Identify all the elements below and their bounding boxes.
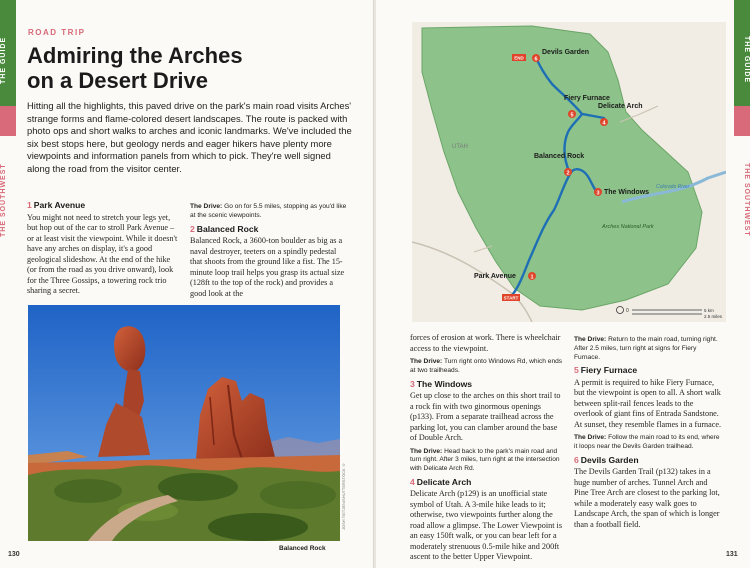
stop-2-number: 2 [190,223,195,234]
svg-text:1: 1 [530,274,534,281]
stop-1-name: Park Avenue [33,200,86,210]
drive-2-label: The Drive: [410,358,443,365]
tab-pink-block [0,106,16,136]
scale-zero: 0 [626,308,629,314]
photo-credit: JOSH TIETJEN/SHUTTERSTOCK © [341,462,346,530]
map-label-start: START [503,295,519,301]
svg-text:3: 3 [596,190,600,197]
balanced-rock-photo [28,305,340,541]
stop-6-heading [574,455,722,466]
drive-3-text: Head back to the park's main road and turn right. After 3 miles, turn right at the intersection with Delicate Arch Rd. [410,447,560,473]
stop-2-name: Balanced Rock [196,223,259,234]
map-label-end: END [514,55,524,61]
drive-4-label: The Drive: [574,336,607,343]
stops-3-4-column [410,333,564,567]
stop-6-number: 6 [574,454,579,465]
tab-label-guide-right: THE GUIDE [743,36,750,84]
section-kicker: ROAD TRIP [28,28,86,37]
stop-3-name: The Windows [416,378,473,389]
map-label-devils-garden: Devils Garden [542,49,590,56]
scale-miles: 2.5 miles [704,314,723,319]
page-number-right: 131 [726,551,738,558]
svg-text:6: 6 [534,56,538,63]
route-map-svg [412,22,726,322]
section-tab [0,0,16,568]
intro-paragraph: Hitting all the highlights, this paved drive on the park's main road visits Arches' strange forms and flame-colored desert landscapes. The route is packed with photo ops and short walks to arches and iconic landmarks. We've included the six best stops here, but geology nerds and eager hikers have plenty more viewpoints and information panels from which to pick. They're well signed along the road from the visitor center. [27,100,352,174]
map-label-delicate-arch: Delicate Arch [598,103,643,110]
map-label-windows: The Windows [604,189,650,196]
drive-5-label: The Drive: [574,434,607,442]
scale-km: 5 km [704,308,714,313]
tab-label-region-right: THE SOUTHWEST [743,163,750,237]
stop-1-text: You might not need to stretch your legs yet, but hop out of the car to stroll Park Avenue – or at least visit the viewpoint. While it doesn't have any arches on display, it's a good geological slideshow. At the end of the hike (or from the road as you drive onward), look for the Three Gossips, a towering rock trio sharing a secret. [27,212,178,295]
stops-5-6-column [574,333,722,534]
map-label-park-avenue: Park Avenue [474,273,516,280]
drive-1 [190,203,348,221]
stop-4-heading [410,477,564,488]
stop-3-text: Get up close to the arches on this short trail to a rock fin with two ginormous openings (p133). From a separate trailhead across the parking lot, you can clamber around the base of Double Arch. [410,391,561,443]
stop-2-column [190,200,348,303]
stop-3-number: 3 [410,378,415,389]
title-line-1: Admiring the Arches [27,43,243,68]
drive-4 [574,336,722,362]
svg-text:4: 4 [602,120,606,127]
drive-2-text: Turn right onto Windows Rd, which ends at two trailheads. [410,358,563,374]
svg-text:2: 2 [566,170,570,177]
stop-1-heading [27,200,179,211]
map-label-utah: UTAH [452,144,468,150]
map-label-park: Arches National Park [602,224,654,230]
map-label-balanced-rock: Balanced Rock [534,153,585,160]
stop-6-text: The Devils Garden Trail (p132) takes in a huge number of arches. Tunnel Arch and Pine Tree Arch are closest to the parking lot, while a moderately easy walk goes to Landscape Arch, the span of which is longer than a football field. [574,467,720,529]
map-label-fiery-furnace: Fiery Furnace [564,95,610,102]
stop-6-name: Devils Garden [580,454,639,465]
stop-2-text-continued: forces of erosion at work. There is wheelchair access to the viewpoint. [410,333,561,353]
map-label-river: Colorado River [656,184,690,190]
stop-4-number: 4 [410,476,415,487]
drive-5-text: Follow the main road to its end, where it loops near the Devils Garden trailhead. [574,434,720,451]
svg-text:5: 5 [570,112,574,119]
stop-1-number: 1 [27,200,32,210]
stop-5-heading [574,365,722,376]
stop-5-number: 5 [574,365,579,376]
drive-3 [410,448,564,474]
page-number-left: 130 [8,551,20,558]
drive-5 [574,434,722,452]
drive-1-label: The Drive: [190,203,223,210]
drive-1-text: Go on for 5.5 miles, stopping as you'd like at the scenic viewpoints. [190,203,347,219]
stop-4-text: Delicate Arch (p129) is an unofficial state symbol of Utah. A 3-mile hike leads to it; otherwise, two viewpoints further along the road allow a glimpse. The Lower Viewpoint is an easy 150ft walk, or you can bear left for a moderately strenuous 0.5-mile hike and 200ft ascent to the better Upper Viewpoint. [410,489,563,562]
tab-label-guide: THE GUIDE [0,36,7,84]
title-line-2: on a Desert Drive [27,68,208,93]
left-page [0,0,374,568]
stop-1-column [27,200,179,301]
drive-3-label: The Drive: [410,447,443,455]
drive-4-text: Return to the main road, turning right. After 2.5 miles, turn right at signs for Fiery Furnace. [574,336,718,361]
stop-3-heading [410,379,564,390]
tab-label-region: THE SOUTHWEST [0,163,7,237]
section-tab-right [734,0,750,568]
stop-4-name: Delicate Arch [416,476,472,487]
route-map [412,22,726,322]
page-title [27,43,327,93]
photo-caption: Balanced Rock [279,545,326,552]
stop-2-heading [190,224,348,235]
stop-5-text: A permit is required to hike Fiery Furnace, but the viewpoint is open to all. A short walk between split-rail fences leads to the overlook of giant fins of Entrada Sandstone. At sunset, they resemble flames in a furnace. [574,377,722,429]
drive-2 [410,358,564,376]
stop-2-text: Balanced Rock, a 3600-ton boulder as big as a naval destroyer, teeters on a spindly pedestal that shoots from the ground like a fist. The 15-minute loop trail helps you grasp its actual size (128ft to the top of the rock) and provides a good look at the [190,236,345,298]
tab-pink-block-right [734,106,750,136]
balanced-rock-illustration [28,305,340,541]
stop-5-name: Fiery Furnace [580,365,638,376]
